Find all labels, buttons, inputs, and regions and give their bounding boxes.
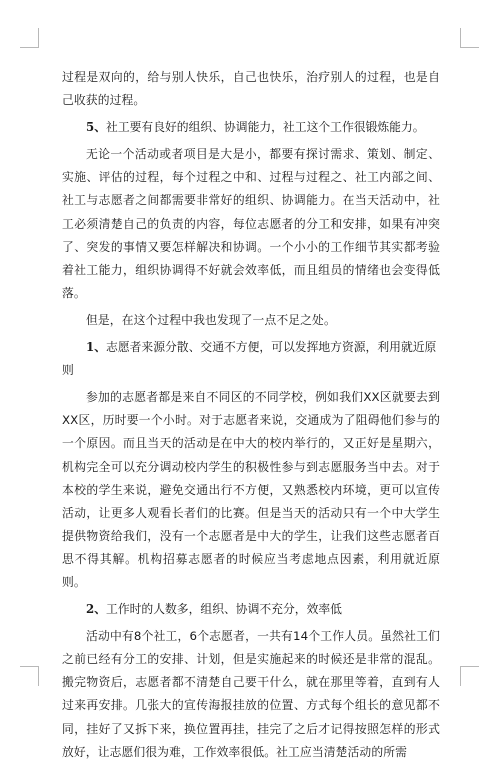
heading-number: 5、 (86, 120, 107, 135)
section-heading-1 (62, 336, 440, 382)
heading-text: 社工要有良好的组织、协调能力，社工这个工作很锻炼能力。 (106, 120, 425, 135)
heading-text: 志愿者来源分散、交通不方便，可以发挥地方资源，利用就近原则 (62, 340, 437, 378)
heading-number: 1、 (86, 340, 107, 355)
document-body (62, 66, 440, 768)
section-heading-2 (62, 598, 440, 621)
crop-mark-top-left-h (20, 47, 39, 48)
paragraph-continuation: 过程是双向的，给与别人快乐，自己也快乐，治疗别人的过程，也是自己收获的过程。 (62, 70, 440, 108)
crop-mark-bottom-right-h (460, 666, 479, 667)
crop-mark-bottom-left-h (20, 666, 39, 667)
heading-number: 2、 (86, 602, 107, 617)
heading-text: 工作时的人数多，组织、协调不充分，效率低 (106, 602, 342, 617)
crop-mark-top-right-v (460, 28, 461, 48)
paragraph-staffing: 活动中有8个社工，6个志愿者，一共有14个工作人员。虽然社工们之前已经有分工的安排、计划，但是实施起来的时候还是非常的混乱。搬完物资后，志愿者都不清楚自己要干什么，就在那里等着，直到有人过来再安排。几张大的宣传海报挂放的位置、方式每个组长的意见都不同，挂好了又拆下来，换位置再挂，挂完了之后才记得按照怎样的形式放好，让志愿们很为难，工作效率很低。社工应当清楚活动的所需 (62, 629, 440, 759)
paragraph-volunteer-source: 参加的志愿者都是来自不同区的不同学校，例如我们XX区就要去到XX区，历时要一个小时。对于志愿者来说，交通成为了阻碍他们参与的一个原因。而且当天的活动是在中大的校内举行的，又正好是星期六，机构完全可以充分调动校内学生的积极性参与到志愿服务当中去。对于本校的学生来说，避免交通出行不方便，又熟悉校内环境，更可以宣传活动，让更多人观看长者们的比赛。但是当天的活动只有一个中大学生提供物资给我们，没有一个志愿者是中大的学生，让我们这些志愿者百思不得其解。机构招募志愿者的时候应当考虑地点因素，利用就近原则。 (62, 390, 440, 589)
crop-mark-top-left-v (38, 28, 39, 48)
paragraph-shortcoming-intro: 但是，在这个过程中我也发现了一点不足之处。 (86, 312, 336, 327)
crop-mark-bottom-left-v (38, 666, 39, 686)
section-heading-5 (62, 116, 440, 139)
paragraph-organization: 无论一个活动或者项目是大是小，都要有探讨需求、策划、制定、实施、评估的过程，每个过程之中和、过程与过程之、社工内部之间、社工与志愿者之间都需要非常好的组织、协调能力。在当天活动中，社工必须清楚自己的负责的内容，每位志愿者的分工和安排，如果有冲突了、突发的事情又要怎样解决和协调。一个小小的工作细节其实都考验着社工能力，组织协调得不好就会效率低，而且组员的情绪也会变得低落。 (62, 147, 440, 300)
crop-mark-bottom-right-v (460, 666, 461, 686)
crop-mark-top-right-h (460, 47, 479, 48)
